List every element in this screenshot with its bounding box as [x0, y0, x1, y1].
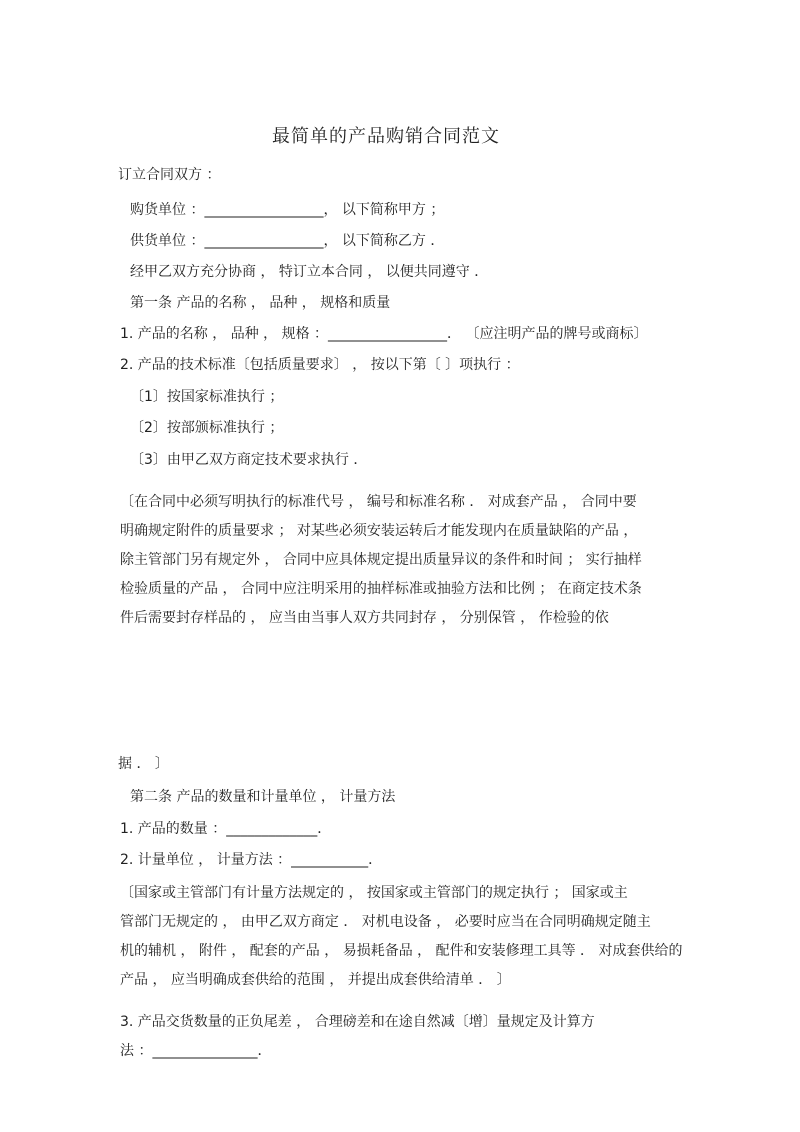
clause-2-2: 2. 计量单位 ， 计量方法 ：___________．: [120, 852, 383, 868]
option-3: 〔3〕由甲乙双方商定技术要求执行 ．: [130, 452, 368, 468]
note-2-paragraph-line: 机的辅机 ， 附件 ， 配套的产品 ， 易损耗备品 ， 配件和安装修理工具等 ． 对成套供给的: [120, 943, 683, 959]
note-paragraph-line: 除主管部门另有规定外 ， 合同中应具体规定提出质量异议的条件和时间 ； 实行抽样: [120, 552, 642, 568]
clause-2-3: 3. 产品交货数量的正负尾差 ， 合理磅差和在途自然减〔增〕量规定及计算方: [120, 1014, 595, 1030]
supplier-line: 供货单位 ：_________________， 以下简称乙方 ．: [130, 233, 445, 249]
clause-1-2: 2. 产品的技术标准〔包括质量要求〕 ， 按以下第〔 〕项执行 ：: [120, 357, 520, 373]
note-2-paragraph-line: 产品 ， 应当明确成套供给的范围 ， 并提出成套供给清单 ． 〕: [120, 972, 511, 988]
clause-2-1: 1. 产品的数量 ：_____________．: [120, 821, 332, 837]
document-title: 最简单的产品购销合同范文: [272, 126, 500, 147]
article-1-heading: 第一条 产品的名称 ， 品种 ， 规格和质量: [130, 295, 391, 311]
clause-1-1: 1. 产品的名称 ， 品种 ， 规格 ：_________________． 〔应注明产品的牌号或商标〕: [120, 326, 648, 342]
buyer-line: 购货单位 ：_________________， 以下简称甲方 ；: [130, 202, 445, 218]
note-2-paragraph-line: 管部门无规定的 ， 由甲乙双方商定 ． 对机电设备 ， 必要时应当在合同明确规定随主: [120, 914, 651, 930]
note-paragraph-end: 据 ． 〕: [118, 756, 169, 772]
parties-heading: 订立合同双方 ：: [118, 167, 221, 183]
note-paragraph-line: 件后需要封存样品的 ， 应当由当事人双方共同封存 ， 分别保管 ， 作检验的依: [120, 610, 609, 626]
note-2-paragraph-line: 〔国家或主管部门有计量方法规定的 ， 按国家或主管部门的规定执行 ； 国家或主: [120, 885, 628, 901]
agreement-line: 经甲乙双方充分协商 ， 特订立本合同 ， 以便共同遵守 ．: [130, 264, 489, 280]
option-2: 〔2〕按部颁标准执行 ；: [130, 420, 284, 436]
note-paragraph-line: 明确规定附件的质量要求 ； 对某些必须安装运转后才能发现内在质量缺陷的产品 ，: [120, 523, 638, 539]
article-2-heading: 第二条 产品的数量和计量单位 ， 计量方法: [130, 789, 396, 805]
note-paragraph-line: 〔在合同中必须写明执行的标准代号 ， 编号和标准名称 ． 对成套产品 ， 合同中要: [120, 494, 637, 510]
option-1: 〔1〕按国家标准执行 ；: [130, 389, 284, 405]
clause-2-3-continued: 法 ：_______________．: [120, 1043, 272, 1059]
note-paragraph-line: 检验质量的产品 ， 合同中应注明采用的抽样标准或抽验方法和比例 ； 在商定技术条: [120, 581, 642, 597]
